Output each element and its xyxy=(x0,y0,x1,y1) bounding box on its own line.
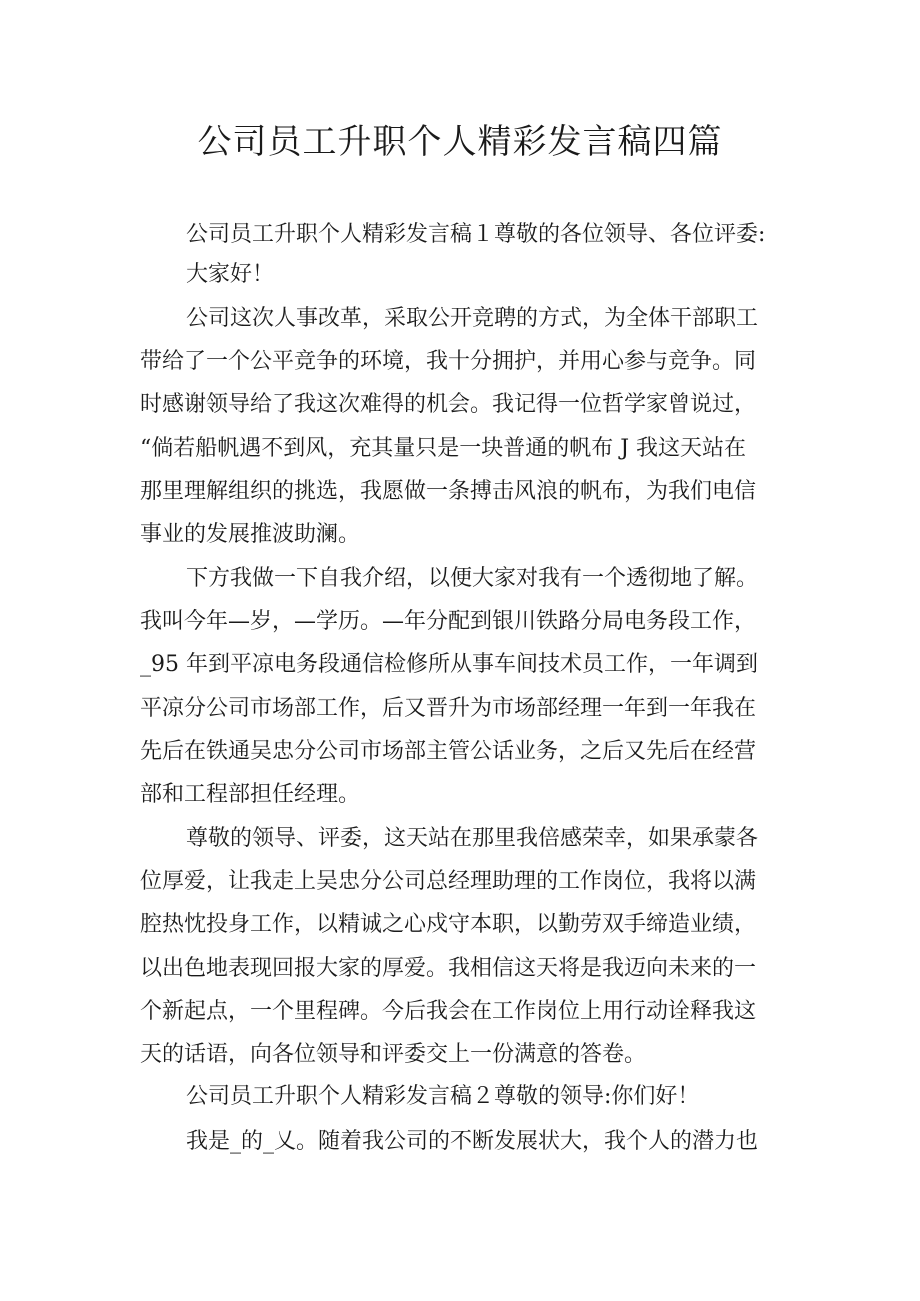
paragraph-line: 公司员工升职个人精彩发言稿１尊敬的各位领导、各位评委: xyxy=(186,222,766,247)
paragraph-line: 时感谢领导给了我这次难得的机会。我记得一位哲学家曾说过， xyxy=(140,392,757,417)
paragraph-line: 事业的发展推波助澜。 xyxy=(140,522,361,547)
paragraph-line: 以出色地表现回报大家的厚爱。我相信这天将是我迈向未来的一 xyxy=(140,956,757,981)
paragraph-line: 部和工程部担任经理。 xyxy=(140,782,361,807)
paragraph-line: 个新起点，一个里程碑。今后我会在工作岗位上用行动诠释我这 xyxy=(140,999,757,1024)
paragraph-line: 尊敬的领导、评委，这天站在那里我倍感荣幸，如果承蒙各 xyxy=(186,826,759,851)
paragraph-line: 那里理解组织的挑选，我愿做一条搏击风浪的帆布，为我们电信 xyxy=(140,479,757,504)
paragraph-line: “倘若船帆遇不到风，充其量只是一块普通的帆布 J 我这天站在 xyxy=(140,436,747,461)
paragraph-line: 腔热忱投身工作，以精诚之心戍守本职，以勤劳双手缔造业绩， xyxy=(140,912,757,937)
paragraph-line: 天的话语，向各位领导和评委交上一份满意的答卷。 xyxy=(140,1042,647,1067)
paragraph-line: 带给了一个公平竞争的环境，我十分拥护，并用心参与竞争。同 xyxy=(140,349,757,374)
paragraph-line: 我叫今年—岁，—学历。—年分配到银川铁路分局电务段工作， xyxy=(140,609,757,634)
paragraph-line: 公司这次人事改革，采取公开竞聘的方式，为全体干部职工 xyxy=(186,306,759,331)
paragraph-line: 公司员工升职个人精彩发言稿２尊敬的领导:你们好！ xyxy=(186,1084,700,1109)
paragraph-line: 下方我做一下自我介绍，以便大家对我有一个透彻地了解。 xyxy=(186,566,759,591)
document-title: 公司员工升职个人精彩发言稿四篇 xyxy=(197,122,723,162)
paragraph-line: 位厚爱，让我走上吴忠分公司总经理助理的工作岗位，我将以满 xyxy=(140,869,757,894)
paragraph-line: 我是_的_乂。随着我公司的不断发展状大，我个人的潜力也 xyxy=(186,1129,759,1154)
paragraph-line: 平凉分公司市场部工作，后又晋升为市场部经理一年到一年我在 xyxy=(140,696,757,721)
paragraph-line: _95 年到平凉电务段通信检修所从事车间技术员工作，一年调到 xyxy=(140,652,758,677)
paragraph-line: 先后在铁通吴忠分公司市场部主管公话业务，之后又先后在经营 xyxy=(140,739,757,764)
paragraph-line: 大家好！ xyxy=(186,262,275,287)
